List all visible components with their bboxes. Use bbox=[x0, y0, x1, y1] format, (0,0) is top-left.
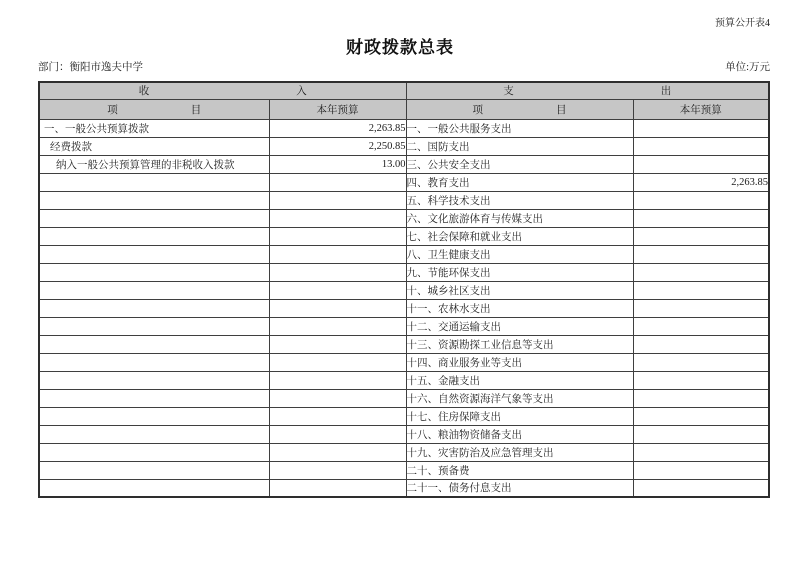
income-value-cell: 2,250.85 bbox=[269, 137, 406, 155]
expense-value-cell bbox=[633, 389, 769, 407]
income-value-cell bbox=[269, 191, 406, 209]
expense-item-cell: 二十、预备费 bbox=[406, 461, 633, 479]
income-item-cell bbox=[39, 407, 269, 425]
expense-item-cell: 十六、自然资源海洋气象等支出 bbox=[406, 389, 633, 407]
table-row bbox=[39, 263, 769, 281]
column-header-row bbox=[39, 99, 769, 119]
doc-sheet-label: 预算公开表4 bbox=[715, 18, 770, 29]
expense-value-cell bbox=[633, 245, 769, 263]
table-row bbox=[39, 227, 769, 245]
expense-value-cell bbox=[633, 425, 769, 443]
expense-value-cell bbox=[633, 137, 769, 155]
table-row bbox=[39, 155, 769, 173]
income-item-cell bbox=[39, 479, 269, 497]
table-row bbox=[39, 335, 769, 353]
income-value-cell bbox=[269, 299, 406, 317]
table-row bbox=[39, 407, 769, 425]
income-item-cell bbox=[39, 191, 269, 209]
income-budget-column-header: 本年预算 bbox=[269, 99, 406, 119]
income-item-cell bbox=[39, 353, 269, 371]
expense-budget-column-header: 本年预算 bbox=[633, 99, 769, 119]
table-row bbox=[39, 281, 769, 299]
expense-item-cell: 二十一、债务付息支出 bbox=[406, 479, 633, 497]
income-item-cell bbox=[39, 209, 269, 227]
income-item-cell: 纳入一般公共预算管理的非税收入拨款 bbox=[39, 155, 269, 173]
expense-item-cell: 十五、金融支出 bbox=[406, 371, 633, 389]
expense-value-cell bbox=[633, 209, 769, 227]
income-value-cell bbox=[269, 263, 406, 281]
income-value-cell: 13.00 bbox=[269, 155, 406, 173]
page-title: 财政拨款总表 bbox=[346, 38, 454, 57]
table-row bbox=[39, 425, 769, 443]
expense-item-cell: 十三、资源勘探工业信息等支出 bbox=[406, 335, 633, 353]
budget-table-wrapper bbox=[38, 81, 770, 498]
expense-item-cell: 十九、灾害防治及应急管理支出 bbox=[406, 443, 633, 461]
expense-value-cell bbox=[633, 353, 769, 371]
expense-item-cell: 十、城乡社区支出 bbox=[406, 281, 633, 299]
expense-value-cell: 2,263.85 bbox=[633, 173, 769, 191]
expense-item-cell: 十八、粮油物资储备支出 bbox=[406, 425, 633, 443]
income-item-cell bbox=[39, 317, 269, 335]
income-value-cell bbox=[269, 245, 406, 263]
expense-item-cell: 九、节能环保支出 bbox=[406, 263, 633, 281]
income-value-cell bbox=[269, 353, 406, 371]
section-header-row bbox=[39, 82, 769, 99]
meta-row bbox=[38, 59, 770, 74]
expense-item-cell: 一、一般公共服务支出 bbox=[406, 119, 633, 137]
expense-item-cell: 六、文化旅游体育与传媒支出 bbox=[406, 209, 633, 227]
income-value-cell bbox=[269, 281, 406, 299]
expense-item-cell: 十四、商业服务业等支出 bbox=[406, 353, 633, 371]
expense-item-cell: 二、国防支出 bbox=[406, 137, 633, 155]
expense-item-cell: 四、教育支出 bbox=[406, 173, 633, 191]
income-item-cell bbox=[39, 227, 269, 245]
income-value-cell bbox=[269, 479, 406, 497]
income-item-cell: 经费拨款 bbox=[39, 137, 269, 155]
income-value-cell bbox=[269, 173, 406, 191]
expense-value-cell bbox=[633, 119, 769, 137]
income-item-column-label: 项目 bbox=[107, 104, 202, 116]
income-item-cell bbox=[39, 335, 269, 353]
income-item-cell bbox=[39, 245, 269, 263]
income-value-cell: 2,263.85 bbox=[269, 119, 406, 137]
expense-item-cell: 七、社会保障和就业支出 bbox=[406, 227, 633, 245]
expense-item-cell: 五、科学技术支出 bbox=[406, 191, 633, 209]
expense-item-column-header bbox=[406, 99, 633, 119]
income-item-cell: 一、一般公共预算拨款 bbox=[39, 119, 269, 137]
budget-table-head bbox=[39, 82, 769, 119]
expense-item-cell: 十二、交通运输支出 bbox=[406, 317, 633, 335]
table-row bbox=[39, 299, 769, 317]
income-item-cell bbox=[39, 461, 269, 479]
income-value-cell bbox=[269, 407, 406, 425]
income-section-header: 收入 bbox=[138, 86, 307, 98]
expense-value-cell bbox=[633, 155, 769, 173]
income-item-cell bbox=[39, 173, 269, 191]
table-row bbox=[39, 443, 769, 461]
income-value-cell bbox=[269, 371, 406, 389]
table-row bbox=[39, 119, 769, 137]
expense-value-cell bbox=[633, 317, 769, 335]
table-row bbox=[39, 173, 769, 191]
expense-section-header: 支出 bbox=[503, 86, 672, 98]
expense-value-cell bbox=[633, 191, 769, 209]
expense-item-cell: 十一、农林水支出 bbox=[406, 299, 633, 317]
budget-table-body bbox=[39, 119, 769, 497]
table-row bbox=[39, 479, 769, 497]
unit-label: 单位:万元 bbox=[725, 62, 770, 73]
expense-value-cell bbox=[633, 371, 769, 389]
income-value-cell bbox=[269, 461, 406, 479]
income-item-cell bbox=[39, 425, 269, 443]
table-row bbox=[39, 353, 769, 371]
expense-item-cell: 十七、住房保障支出 bbox=[406, 407, 633, 425]
expense-value-cell bbox=[633, 281, 769, 299]
expense-value-cell bbox=[633, 479, 769, 497]
table-row bbox=[39, 371, 769, 389]
expense-item-column-label: 项目 bbox=[472, 104, 567, 116]
income-value-cell bbox=[269, 209, 406, 227]
income-value-cell bbox=[269, 389, 406, 407]
income-item-cell bbox=[39, 281, 269, 299]
income-item-cell bbox=[39, 371, 269, 389]
table-row bbox=[39, 245, 769, 263]
budget-table bbox=[38, 81, 770, 498]
table-row bbox=[39, 209, 769, 227]
expense-section-header-cell bbox=[406, 82, 769, 99]
income-value-cell bbox=[269, 443, 406, 461]
department-label: 部门：衡阳市逸夫中学 bbox=[38, 62, 143, 73]
table-row bbox=[39, 191, 769, 209]
income-value-cell bbox=[269, 425, 406, 443]
table-row bbox=[39, 461, 769, 479]
expense-item-cell: 八、卫生健康支出 bbox=[406, 245, 633, 263]
income-item-column-header bbox=[39, 99, 269, 119]
income-item-cell bbox=[39, 263, 269, 281]
income-item-cell bbox=[39, 443, 269, 461]
table-row bbox=[39, 389, 769, 407]
income-section-header-cell bbox=[39, 82, 406, 99]
expense-value-cell bbox=[633, 227, 769, 245]
income-item-cell bbox=[39, 299, 269, 317]
expense-item-cell: 三、公共安全支出 bbox=[406, 155, 633, 173]
table-row bbox=[39, 137, 769, 155]
income-item-cell bbox=[39, 389, 269, 407]
expense-value-cell bbox=[633, 299, 769, 317]
expense-value-cell bbox=[633, 443, 769, 461]
table-row bbox=[39, 317, 769, 335]
expense-value-cell bbox=[633, 263, 769, 281]
expense-value-cell bbox=[633, 407, 769, 425]
income-value-cell bbox=[269, 335, 406, 353]
income-value-cell bbox=[269, 227, 406, 245]
income-value-cell bbox=[269, 317, 406, 335]
expense-value-cell bbox=[633, 335, 769, 353]
expense-value-cell bbox=[633, 461, 769, 479]
